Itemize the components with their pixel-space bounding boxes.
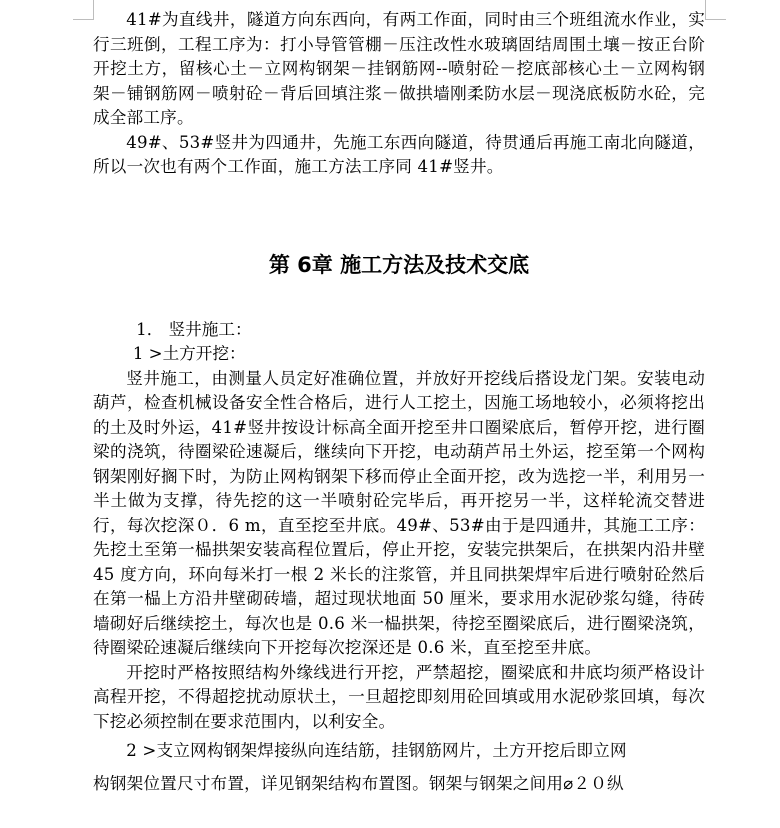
paragraph-41-shaft: 41#为直线井，隧道方向东西向，有两工作面，同时由三个班组流水作业，实行三班倒，工程工序为：打小导管管棚－压注改性水玻璃固结周围土壤－按正台阶开挖土方，留核心土－立网构钢架－挂钢筋网--喷射砼－挖底部核心土－立网构钢架－铺钢筋网－喷射砼－背后回填注浆－做拱墙刚柔防水层－现浇底板防水砼，完成全部工序。 (93, 10, 705, 127)
margin-corner-mark-right (705, 0, 726, 20)
document-body (93, 8, 705, 800)
chapter-heading: 第 6章 施工方法及技术交底 (268, 252, 530, 277)
paragraph-shaft-excavation: 竖井施工，由测量人员定好准确位置，并放好开挖线后搭设龙门架。安装电动葫芦，检查机械设备安全性合格后，进行人工挖土，因施工场地较小，必须将挖出的土及时外运，41#竖井按设计标高全面开挖至井口圈梁底后，暂停开挖，进行圈梁的浇筑，待圈梁砼速凝后，继续向下开挖，电动葫芦吊土外运，挖至第一个网构钢架刚好搁下时，为防止网构钢架下移而停止全面开挖，改为选挖一半，利用另一半土做为支撑，待先挖的这一半喷射砼完毕后，再开挖另一半，这样轮流交替进行，每次挖深０．6 m，直至挖至井底。49#、53#由于是四通井，其施工工序：先挖土至第一榀拱架安装高程位置后，停止开挖，安装完拱架后，在拱架内沿井壁 45 度方向，环向每米打一根 2 米长的注浆管，并且同拱架焊牢后进行喷射砼然后在第一榀上方沿井壁砌砖墙，超过现状地面 50 厘米，要求用水泥砂浆勾缝，待砖墙砌好后继续挖土，每次也是 0.6 米一榀拱架，待挖至圈梁底后，进行圈梁浇筑，待圈梁砼速凝后继续向下开挖每次挖深还是 0.6 米，直至挖至井底。 (93, 368, 705, 657)
section-title: 1． 竖井施工： (136, 319, 252, 339)
last-block (93, 734, 705, 800)
paragraph-steel-frame: 构钢架位置尺寸布置，详见钢架结构布置图。钢架与钢架之间用⌀２０纵 (93, 774, 624, 793)
margin-corner-mark-left (73, 0, 94, 20)
paragraph-49-53-shaft: 49#、53#竖井为四通井，先施工东西向隧道，待贯通后再施工南北向隧道，所以一次也有两个工作面，施工方法工序同 41#竖井。 (93, 132, 705, 176)
spacer (93, 280, 705, 318)
spacer (93, 180, 705, 250)
subsection-title: 1 >土方开挖： (132, 344, 246, 363)
subsection-2-title: 2 >支立网构钢架焊接纵向连结筋，挂钢筋网片，土方开挖后即立网 (126, 741, 627, 760)
paragraph-excavation-rules: 开挖时严格按照结构外缘线进行开挖，严禁超挖，圈梁底和井底均须严格设计高程开挖，不得超挖扰动原状土，一旦超挖即刻用砼回填或用水泥砂浆回填，每次下挖必须控制在要求范围内，以利安全。 (93, 662, 705, 731)
